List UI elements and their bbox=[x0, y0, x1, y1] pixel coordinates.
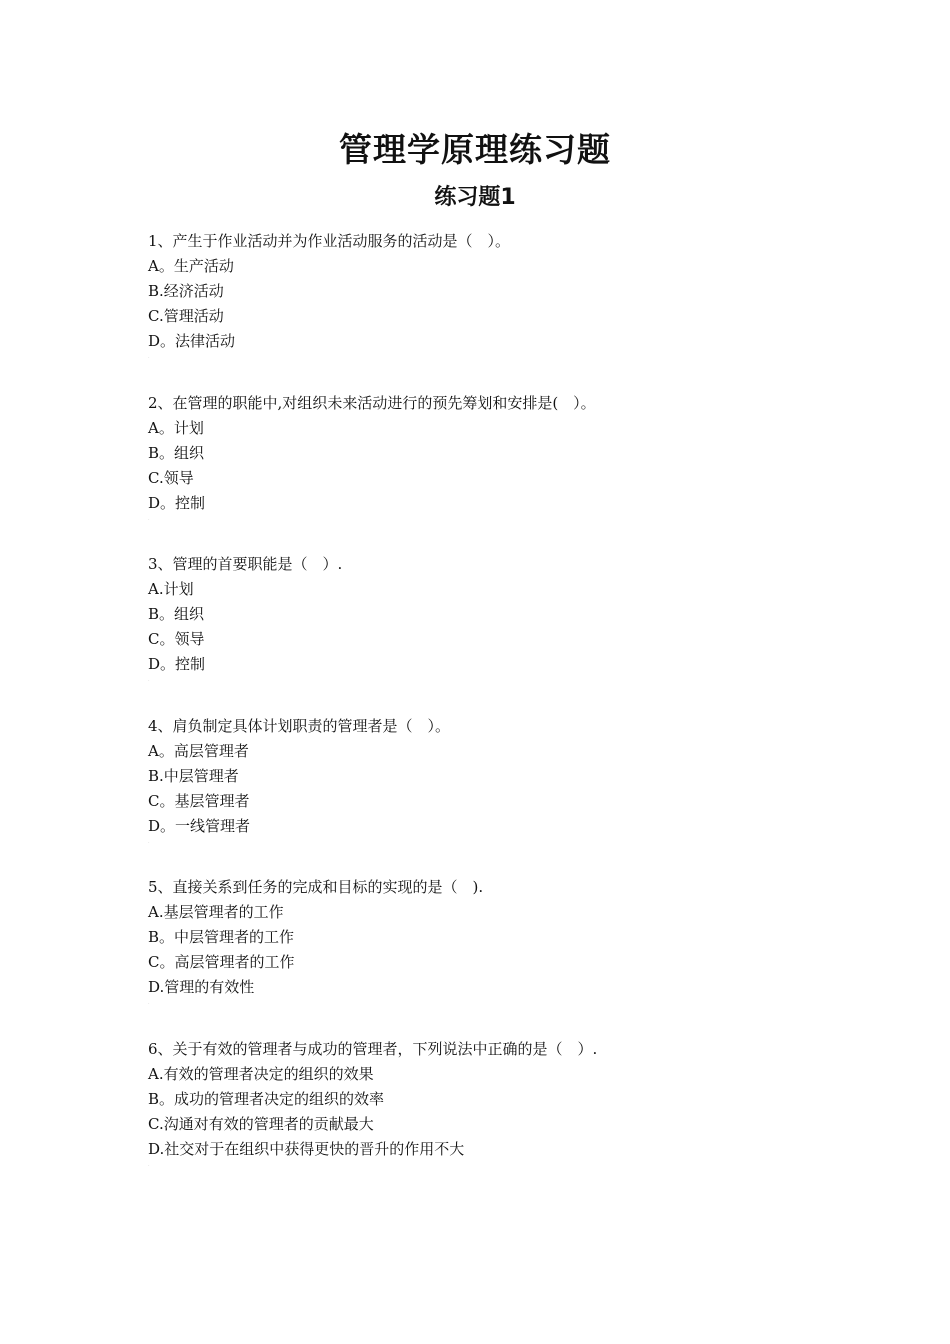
option-d: D。法律活动 bbox=[148, 332, 236, 350]
option-d: D。控制 bbox=[148, 493, 206, 512]
question-stem: 3、管理的首要职能是（ ）. bbox=[148, 555, 343, 573]
option-a: A.有效的管理者决定的组织的效果 bbox=[148, 1064, 374, 1083]
option-b: B。组织 bbox=[148, 443, 205, 462]
question-stem: 1、产生于作业活动并为作业活动服务的活动是（ ）。 bbox=[148, 232, 511, 250]
paragraph-mark: · bbox=[148, 678, 150, 684]
question-stem: 2、在管理的职能中,对组织未来活动进行的预先筹划和安排是( ）。 bbox=[148, 393, 596, 412]
option-c: C.沟通对有效的管理者的贡献最大 bbox=[148, 1114, 374, 1133]
question-item bbox=[148, 229, 868, 391]
option-c: C.领导 bbox=[148, 468, 194, 487]
option-a: A。计划 bbox=[148, 418, 204, 437]
question-list bbox=[148, 229, 868, 1198]
question-item bbox=[148, 714, 868, 876]
option-a: A。生产活动 bbox=[148, 257, 234, 275]
option-c: C.管理活动 bbox=[148, 307, 224, 325]
option-d: D.管理的有效性 bbox=[148, 978, 255, 996]
option-b: B。中层管理者的工作 bbox=[148, 928, 295, 946]
paragraph-mark: · bbox=[148, 1001, 150, 1007]
question-item bbox=[148, 552, 868, 714]
paragraph-mark: · bbox=[148, 516, 150, 523]
option-c: C。领导 bbox=[148, 630, 205, 648]
option-d: D。控制 bbox=[148, 655, 206, 673]
document-title: 管理学原理练习题 bbox=[339, 130, 611, 169]
option-b: B。成功的管理者决定的组织的效率 bbox=[148, 1089, 385, 1108]
question-item bbox=[148, 1037, 868, 1199]
question-stem: 4、肩负制定具体计划职责的管理者是（ ）。 bbox=[148, 716, 451, 735]
option-b: B.中层管理者 bbox=[148, 766, 239, 785]
option-d: D.社交对于在组织中获得更快的晋升的作用不大 bbox=[148, 1139, 465, 1158]
option-a: A.基层管理者的工作 bbox=[148, 903, 284, 921]
question-item bbox=[148, 875, 868, 1037]
option-a: A。高层管理者 bbox=[148, 741, 249, 760]
paragraph-mark: · bbox=[148, 839, 150, 846]
question-stem: 5、直接关系到任务的完成和目标的实现的是（ ). bbox=[148, 878, 484, 896]
question-stem: 6、关于有效的管理者与成功的管理者，下列说法中正确的是（ ）. bbox=[148, 1039, 598, 1058]
option-b: B。组织 bbox=[148, 605, 205, 623]
option-c: C。高层管理者的工作 bbox=[148, 953, 295, 971]
paragraph-mark: · bbox=[148, 355, 150, 361]
option-d: D。一线管理者 bbox=[148, 816, 251, 835]
question-item bbox=[148, 391, 868, 553]
option-b: B.经济活动 bbox=[148, 282, 224, 300]
document-subtitle: 练习题1 bbox=[434, 185, 516, 210]
option-a: A.计划 bbox=[148, 580, 194, 598]
paragraph-mark: · bbox=[148, 1162, 150, 1169]
option-c: C。基层管理者 bbox=[148, 791, 250, 810]
